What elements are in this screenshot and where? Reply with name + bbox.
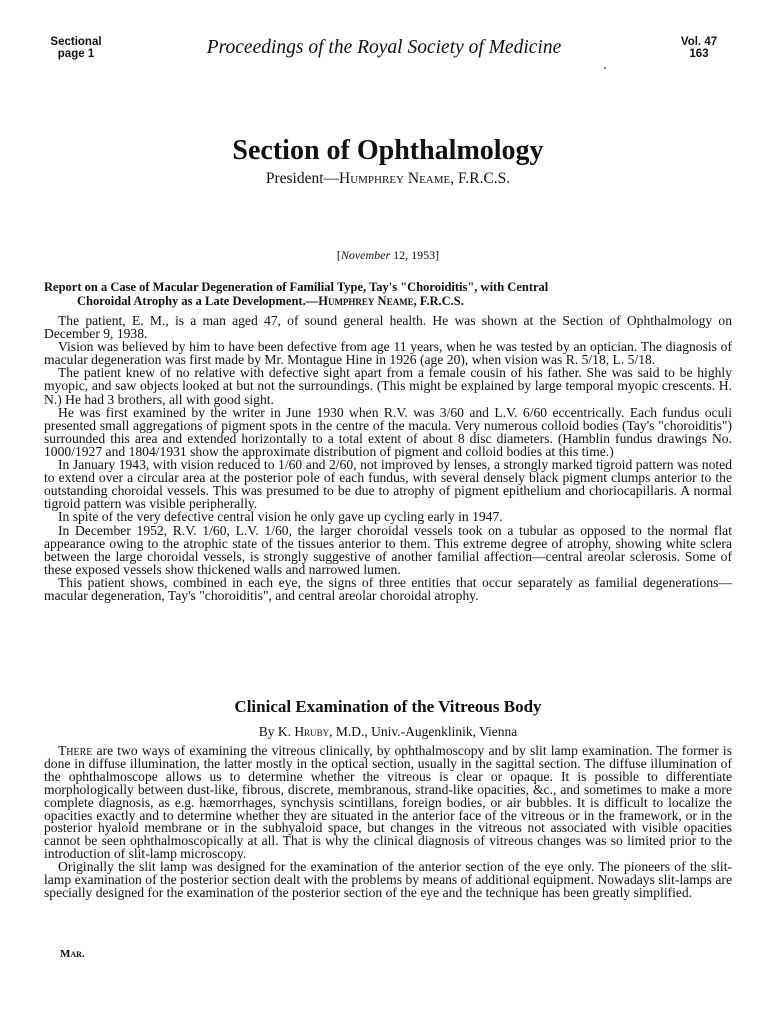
volume-number: Vol. 47 (680, 36, 718, 48)
report-title-line2: Choroidal Atrophy as a Late Development.— (77, 294, 319, 308)
article-paragraph1-text: are two ways of examining the vitreous clinically, by ophthalmoscopy and by slit lamp examination. The former is done in diffuse illumination, the latter mostly in the optical section, usually in the sagittal section. The diffuse illumination of the ophthalmoscope allows us to determine whether the vitreous is clear or opaque. It is possible to differentiate morphologically between dust-like, fibrous, discrete, membranous, strand-like opacities, &c., and sometimes to make a more complete diagnosis, as e.g. hæmorrhages, synchysis scintillans, foreign bodies, or air bubbles. It is difficult to localize the opacities exactly and to determine whether they are situated in the anterior face of the vitreous or in the framework, or in the posterior hyaloid membrane or in the subhyaloid space, but changes in the vitreous not associated with visible opacities cannot be seen ophthalmoscopically at all. That is why the clinical diagnosis of vitreous changes was so limited prior to the introduction of slit-lamp microscopy. (44, 743, 732, 862)
page-number-label: page 1 (57, 48, 95, 60)
article-title: Clinical Examination of the Vitreous Body (234, 697, 542, 716)
report-paragraph: In spite of the very defective central vision he only gave up cycling early in 1947. (58, 509, 503, 525)
report-paragraph: The patient knew of no relative with defective sight apart from a female cousin of his father. She was said to be highly myopic, and saw objects looked at but not the surroundings. (This might be explained by large temporal myopic crescents. H. N.) He had 3 brothers, all with good sight. (44, 365, 732, 407)
meeting-date (0, 248, 768, 263)
report-paragraph: This patient shows, combined in each eye, the signs of three entities that occur separately as familial degenerations—macular degeneration, Tay's "choroiditis", and central areolar choroidal atrophy. (44, 574, 732, 603)
print-speck (604, 67, 606, 69)
section-title: Section of Ophthalmology (232, 135, 544, 166)
report-paragraph: Vision was believed by him to have been defective from age 11 years, when he was tested by an optician. The diagnosis of macular degeneration was first made by Mr. Montague Hine in 1926 (age 20), when vision was R. 5/18, L. 5/18. (44, 339, 732, 368)
report-paragraph: The patient, E. M., is a man aged 47, of sound general health. He was shown at the Section of Ophthalmology on December 9, 1938. (44, 313, 732, 342)
report-title-line1: Report on a Case of Macular Degeneration of Familial Type, Tay's "Choroiditis", with Central (44, 280, 549, 294)
president-suffix: , F.R.C.S. (450, 170, 511, 187)
report-paragraph: In January 1943, with vision reduced to 1/60 and 2/60, not improved by lenses, a strongly marked tigroid pattern was noted to extend over a circular area at the posterior pole of each fundus, with several densely black pigment clumps anterior to the outstanding choroidal vessels. This was presumed to be due to atrophy of pigment epithelium and choriocapillaris. A normal tigroid pattern was visible peripherally. (44, 457, 732, 512)
report-paragraph: He was first examined by the writer in June 1930 when R.V. was 3/60 and L.V. 6/60 eccentrically. Each fundus oculi presented small aggregations of pigment spots in the centre of the macula. Very numerous colloid bodies (Tay's "choroiditis") surrounded this area and extended horizontally to a total extent of about 8 disc diameters. (Hamblin fundus drawings No. 1000/1927 and 1804/1931 show the approximate distribution of pigment and colloid bodies at this time.) (44, 404, 732, 459)
article-paragraph: Originally the slit lamp was designed for the examination of the anterior section of the eye only. The pioneers of the slit-lamp examination of the posterior section dealt with the problems by means of additional equipment. Nowadays slit-lamps are specially designed for the examination of the posterior section of the eye and the technique has been greatly simplified. (44, 859, 732, 900)
report-author-suffix: , F.R.C.S. (413, 294, 464, 308)
article-lead-word: There (58, 743, 93, 758)
date-open-bracket: [ (336, 248, 341, 262)
president-line (0, 170, 768, 188)
article-paragraph (44, 745, 732, 861)
report-body (44, 314, 732, 602)
byline-suffix: , M.D., Univ.-Augenklinik, Vienna (329, 724, 518, 739)
volume-label (668, 36, 730, 60)
sectional-label: Sectional (50, 36, 102, 48)
report-paragraph: In December 1952, R.V. 1/60, L.V. 1/60, the larger choroidal vessels took on a tubular as opposed to the normal flat appearance owing to the atrophic state of the tissues anterior to them. This extreme degree of atrophy, showing white sclera between the large choroidal vessels, is strongly suggestive of another familial affection—central areolar sclerosis. Some of these exposed vessels show thickened walls and narrowed lumen. (44, 522, 732, 577)
article-body (44, 745, 732, 900)
footer-note: Mar. (60, 948, 85, 960)
report-title (44, 280, 732, 308)
date-month: November (340, 248, 391, 262)
journal-page-number: 163 (689, 48, 709, 60)
report-author-name: Humphrey Neame (318, 294, 414, 308)
president-prefix: President— (265, 170, 340, 187)
journal-title: Proceedings of the Royal Society of Medicine (206, 37, 562, 58)
president-name: Humphrey Neame (339, 170, 451, 187)
date-rest: 12, 1953] (390, 248, 440, 262)
byline-author-name: Hruby (294, 724, 330, 739)
report-title-line2-wrap (44, 294, 732, 308)
byline-prefix: By K. (258, 724, 295, 739)
article-byline (0, 724, 768, 740)
sectional-page-label (40, 36, 112, 60)
